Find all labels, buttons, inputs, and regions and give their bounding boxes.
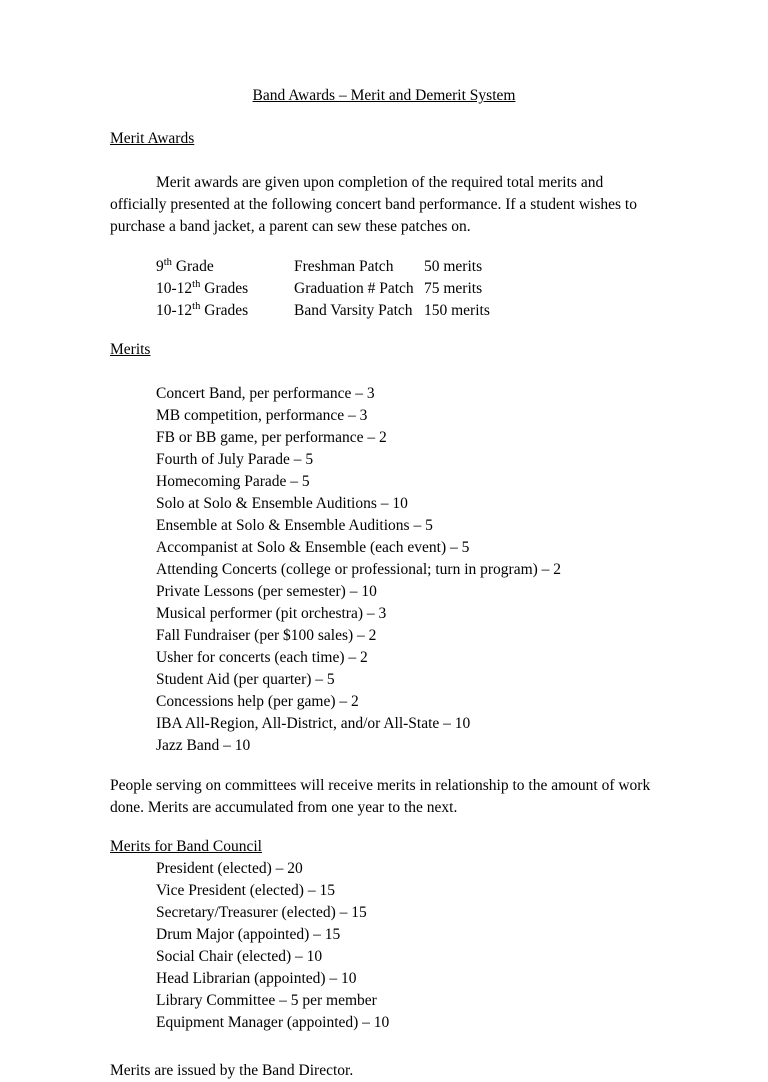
list-item: Student Aid (per quarter) – 5	[156, 670, 335, 688]
table-row	[156, 300, 534, 322]
section-heading-band-council: Merits for Band Council	[110, 837, 262, 855]
list-item: Social Chair (elected) – 10	[156, 947, 323, 965]
table-row	[156, 256, 534, 278]
page-title: Band Awards – Merit and Demerit System	[252, 87, 516, 104]
list-item: FB or BB game, per performance – 2	[156, 428, 387, 446]
list-item: Homecoming Parade – 5	[156, 472, 310, 490]
grade-ordinal: th	[163, 256, 172, 268]
merits-cell: 150 merits	[424, 301, 490, 319]
grade-ordinal: th	[192, 300, 201, 312]
merits-cell: 75 merits	[424, 279, 483, 297]
merit-awards-paragraph: Merit awards are given upon completion of the required total merits and officially presented at the following concert band performance. If a student wishes to purchase a band jacket, a parent can sew these patches on.	[110, 173, 637, 235]
spacer	[110, 150, 658, 172]
list-item: Attending Concerts (college or professional; turn in program) – 2	[156, 560, 562, 578]
section-heading-merits: Merits	[110, 340, 151, 358]
grade-suffix: Grades	[200, 301, 249, 319]
list-item: Vice President (elected) – 15	[156, 881, 335, 899]
band-council-list	[110, 858, 658, 1034]
grade-suffix: Grades	[200, 279, 249, 297]
merits-list	[110, 383, 658, 757]
table-row	[156, 278, 534, 300]
closing-statement: Merits are issued by the Band Director.	[110, 1061, 354, 1079]
list-item: Jazz Band – 10	[156, 736, 251, 754]
list-item: Secretary/Treasurer (elected) – 15	[156, 903, 367, 921]
list-item: Solo at Solo & Ensemble Auditions – 10	[156, 494, 408, 512]
list-item: President (elected) – 20	[156, 859, 303, 877]
merits-committee-note: People serving on committees will receive merits in relationship to the amount of work done. Merits are accumulated from one year to the next.	[110, 776, 651, 816]
grade-ordinal: th	[192, 278, 201, 290]
grade-value: 10-12	[156, 279, 193, 297]
grade-cell	[156, 278, 294, 300]
patch-cell: Graduation # Patch	[294, 279, 414, 297]
patch-cell: Freshman Patch	[294, 257, 394, 275]
patch-requirements-table	[156, 256, 534, 322]
list-item: Fourth of July Parade – 5	[156, 450, 314, 468]
spacer	[110, 757, 658, 775]
list-item: Library Committee – 5 per member	[156, 991, 377, 1009]
list-item: Ensemble at Solo & Ensemble Auditions – 5	[156, 516, 433, 534]
list-item: Head Librarian (appointed) – 10	[156, 969, 357, 987]
list-item: Fall Fundraiser (per $100 sales) – 2	[156, 626, 377, 644]
patch-cell: Band Varsity Patch	[294, 301, 413, 319]
list-item: Private Lessons (per semester) – 10	[156, 582, 377, 600]
list-item: Musical performer (pit orchestra) – 3	[156, 604, 387, 622]
grade-cell	[156, 300, 294, 322]
grade-suffix: Grade	[171, 257, 214, 275]
spacer	[110, 322, 658, 340]
grade-value: 10-12	[156, 301, 193, 319]
list-item: Equipment Manager (appointed) – 10	[156, 1013, 390, 1031]
section-heading-merit-awards: Merit Awards	[110, 129, 195, 147]
list-item: MB competition, performance – 3	[156, 406, 368, 424]
list-item: Accompanist at Solo & Ensemble (each event) – 5	[156, 538, 470, 556]
grade-value: 9	[156, 257, 164, 275]
spacer	[110, 361, 658, 383]
list-item: Concessions help (per game) – 2	[156, 692, 359, 710]
spacer	[110, 238, 658, 256]
merits-cell: 50 merits	[424, 257, 483, 275]
list-item: IBA All-Region, All-District, and/or All-State – 10	[156, 714, 471, 732]
list-item: Concert Band, per performance – 3	[156, 384, 375, 402]
spacer	[110, 819, 658, 837]
list-item: Drum Major (appointed) – 15	[156, 925, 341, 943]
grade-cell	[156, 256, 294, 278]
list-item: Usher for concerts (each time) – 2	[156, 648, 368, 666]
spacer	[110, 1034, 658, 1060]
